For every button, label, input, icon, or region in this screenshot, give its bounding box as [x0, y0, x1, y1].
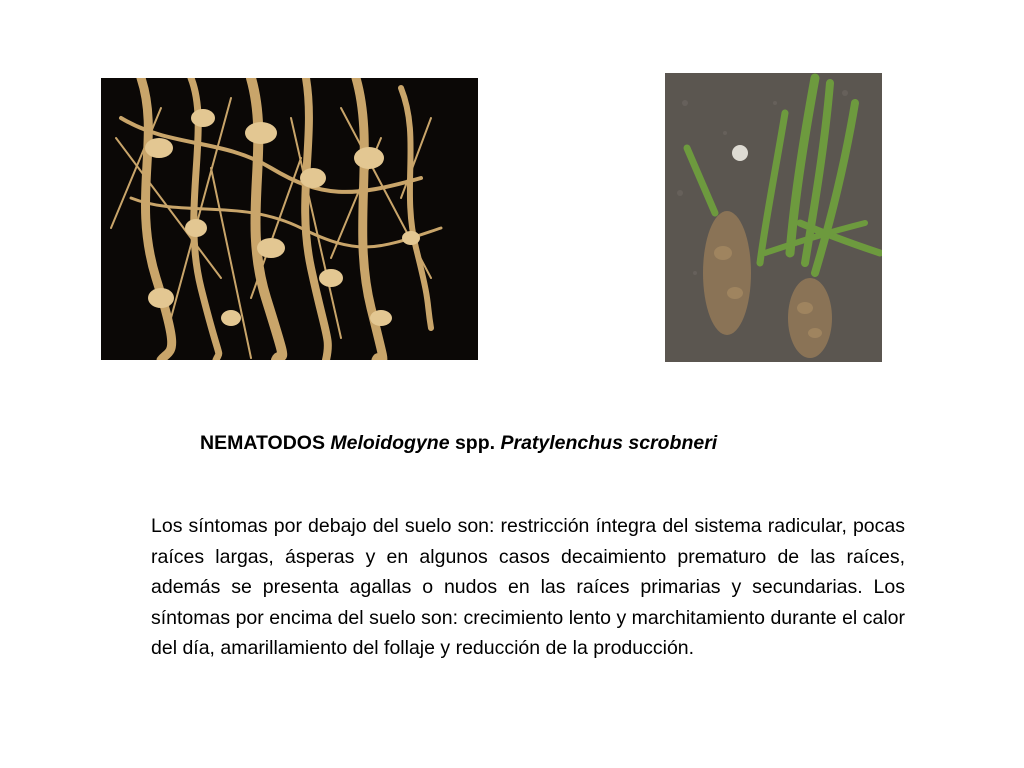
title-species-pratylenchus: Pratylenchus scrobneri [500, 432, 718, 454]
slide-title [200, 432, 900, 455]
title-prefix: NEMATODOS [200, 432, 331, 454]
root-knot-roots-photo [101, 78, 478, 360]
infected-plants-on-soil-photo [665, 73, 882, 362]
title-genus-meloidogyne: Meloidogyne [330, 432, 450, 454]
symptoms-paragraph: Los síntomas por debajo del suelo son: restricción íntegra del sistema radicular, pocas raíces largas, ásperas y en algunos casos decaimiento prematuro de las raíces, además se presenta agallas o nudos en las raíces primarias y secundarias. Los síntomas por encima del suelo son: crecimiento lento y marchitamiento durante el calor del día, amarillamiento del follaje y reducción de la producción. [151, 515, 905, 660]
title-spp: spp. [449, 432, 501, 454]
